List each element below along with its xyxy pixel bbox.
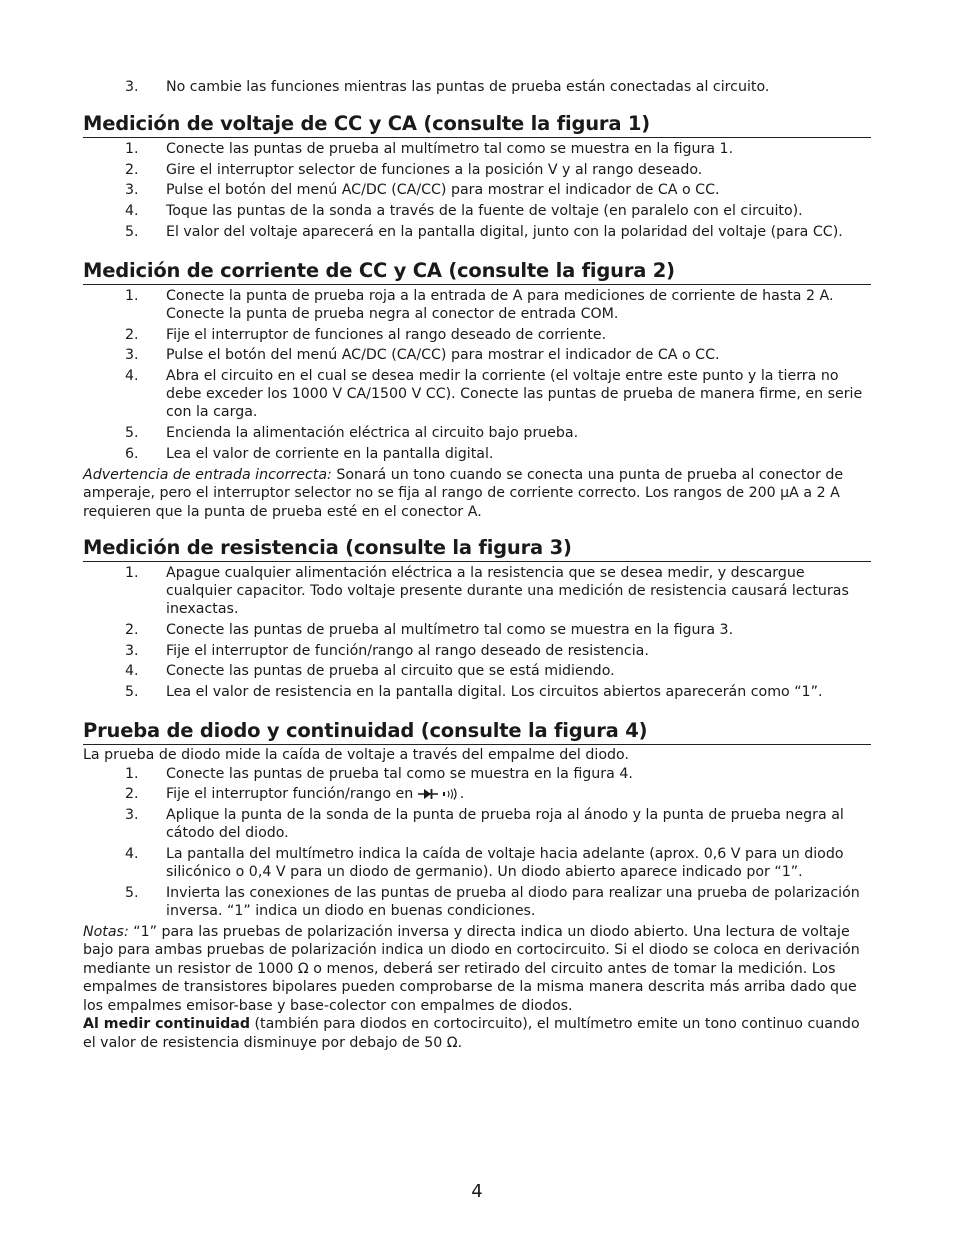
item-text: Encienda la alimentación eléctrica al circuito bajo prueba. [166, 424, 579, 441]
section-voltage [83, 112, 871, 244]
diode-intro: La prueba de diodo mide la caída de voltaje a través del empalme del diodo. [83, 747, 629, 764]
item-text [166, 785, 871, 803]
document-page [83, 78, 871, 1052]
item-number: 4. [125, 203, 139, 220]
list-item [83, 785, 871, 806]
item-text: Pulse el botón del menú AC/DC (CA/CC) para mostrar el indicador de CA o CC. [166, 347, 720, 364]
item-number: 1. [125, 287, 139, 304]
item-number: 3. [125, 642, 139, 659]
item-text: El valor del voltaje aparecerá en la pantalla digital, junto con la polaridad del voltaje (para CC). [166, 223, 843, 240]
item-text: Fije el interruptor de funciones al rango deseado de corriente. [166, 326, 607, 343]
notes-paragraph [83, 923, 871, 1016]
continuity-sound-icon [442, 788, 460, 800]
item-number: 1. [125, 140, 139, 157]
section-heading: Medición de corriente de CC y CA (consulte la figura 2) [83, 259, 871, 285]
continuity-paragraph [83, 1015, 871, 1052]
list-item [83, 367, 871, 424]
item-text: Apague cualquier alimentación eléctrica a la resistencia que se desea medir, y descargue cualquier capacitor. Todo voltaje presente durante una medición de resistencia causará lecturas inexactas. [166, 565, 849, 618]
item-number: 5. [125, 684, 139, 701]
section-resistance [83, 536, 871, 704]
list-item [83, 223, 871, 244]
steps-list [83, 287, 871, 466]
list-item [83, 662, 871, 683]
intro-list [83, 78, 871, 99]
item-number: 2. [125, 161, 139, 178]
list-item [83, 202, 871, 223]
section-heading: Medición de resistencia (consulte la figura 3) [83, 536, 871, 562]
item-text: Conecte las puntas de prueba tal como se muestra en la figura 4. [166, 765, 633, 782]
steps-list [83, 765, 871, 923]
item-text: Pulse el botón del menú AC/DC (CA/CC) para mostrar el indicador de CA o CC. [166, 182, 720, 199]
item-text: No cambie las funciones mientras las puntas de prueba están conectadas al circuito. [166, 79, 770, 95]
item-number: 3. [125, 807, 139, 824]
item-text: Conecte la punta de prueba roja a la entrada de A para mediciones de corriente de hasta 2 A. Conecte la punta de prueba negra al conector de entrada COM. [166, 287, 834, 322]
list-item [83, 346, 871, 367]
notes-label: Notas: [83, 923, 129, 940]
list-item [83, 845, 871, 884]
item-number: 2. [125, 786, 139, 803]
list-item [83, 161, 871, 182]
section-heading: Medición de voltaje de CC y CA (consulte la figura 1) [83, 112, 871, 138]
list-item [83, 683, 871, 704]
notes-text: “1” para las pruebas de polarización inversa y directa indica un diodo abierto. Una lectura de voltaje bajo para ambas pruebas de polarización indica un diodo en cortocircuito. Si el diodo se coloca en derivación mediante un resistor de 1000 Ω o menos, deberá ser retirado del circuito antes de tomar la medición. Los empalmes de transistores bipolares pueden comprobarse de la misma manera descrita más arriba dado que los empalmes emisor-base y base-colector con empalmes de diodos. [83, 923, 860, 1014]
item-number: 2. [125, 326, 139, 343]
continuity-text: (también para diodos en cortocircuito), el multímetro emite un tono continuo cuando el valor de resistencia disminuye por debajo de 50 Ω. [83, 1016, 860, 1051]
item-number: 5. [125, 424, 139, 441]
list-item [83, 424, 871, 445]
item-text: Conecte las puntas de prueba al multímetro tal como se muestra en la figura 1. [166, 140, 734, 157]
item-text: Toque las puntas de la sonda a través de la fuente de voltaje (en paralelo con el circuito). [166, 203, 803, 220]
item-text: Aplique la punta de la sonda de la punta de prueba roja al ánodo y la punta de prueba negra al cátodo del diodo. [166, 807, 844, 842]
item-text: Fije el interruptor de función/rango al rango deseado de resistencia. [166, 642, 649, 659]
item-number: 3. [125, 182, 139, 199]
section-heading: Prueba de diodo y continuidad (consulte la figura 4) [83, 719, 871, 745]
item-number: 5. [125, 884, 139, 901]
item-text: Conecte las puntas de prueba al circuito que se está midiendo. [166, 663, 615, 680]
item-text: La pantalla del multímetro indica la caída de voltaje hacia adelante (aprox. 0,6 V para un diodo silicónico o 0,4 V para un diodo de germanio). Un diodo abierto aparece indicado por “1”. [166, 845, 844, 880]
item-text-after: . [459, 786, 465, 803]
list-item [83, 884, 871, 923]
list-item [83, 806, 871, 845]
item-number: 3. [125, 79, 139, 95]
item-number: 4. [125, 663, 139, 680]
item-number: 1. [125, 765, 139, 782]
section-diode [83, 719, 871, 1052]
list-item [83, 765, 871, 786]
continuity-label: Al medir continuidad [83, 1016, 250, 1033]
list-item [83, 326, 871, 347]
list-item [83, 621, 871, 642]
section-current [83, 259, 871, 521]
list-item [83, 642, 871, 663]
item-text: Conecte las puntas de prueba al multímetro tal como se muestra en la figura 3. [166, 621, 734, 638]
list-item [83, 287, 871, 326]
list-item [83, 181, 871, 202]
item-text: Lea el valor de corriente en la pantalla digital. [166, 445, 494, 462]
steps-list [83, 140, 871, 244]
item-number: 1. [125, 565, 139, 582]
item-text: Lea el valor de resistencia en la pantalla digital. Los circuitos abiertos aparecerán como “1”. [166, 684, 823, 701]
list-item [83, 445, 871, 466]
item-number: 4. [125, 368, 139, 385]
warning-label: Advertencia de entrada incorrecta: [83, 466, 332, 483]
diode-symbol-icon [418, 788, 438, 800]
warning-paragraph [83, 466, 871, 522]
page-number: 4 [471, 1181, 483, 1202]
item-text-before: Fije el interruptor función/rango en [166, 786, 418, 803]
list-item [83, 564, 871, 621]
item-number: 3. [125, 347, 139, 364]
item-number: 6. [125, 445, 139, 462]
item-text: Abra el circuito en el cual se desea medir la corriente (el voltaje entre este punto y la tierra no debe exceder los 1000 V CA/1500 V CC). Conecte las puntas de prueba de manera firme, en serie con la carga. [166, 368, 863, 421]
list-item [83, 140, 871, 161]
item-number: 2. [125, 621, 139, 638]
item-number: 5. [125, 223, 139, 240]
item-text: Gire el interruptor selector de funciones a la posición V y al rango deseado. [166, 161, 703, 178]
list-item [83, 78, 871, 99]
item-number: 4. [125, 845, 139, 862]
steps-list [83, 564, 871, 704]
item-text: Invierta las conexiones de las puntas de prueba al diodo para realizar una prueba de polarización inversa. “1” indica un diodo en buenas condiciones. [166, 884, 860, 919]
warning-text: Sonará un tono cuando se conecta una punta de prueba al conector de amperaje, pero el interruptor selector no se fija al rango de corriente correcto. Los rangos de 200 µA a 2 A requieren que la punta de prueba esté en el conector A. [83, 466, 844, 520]
